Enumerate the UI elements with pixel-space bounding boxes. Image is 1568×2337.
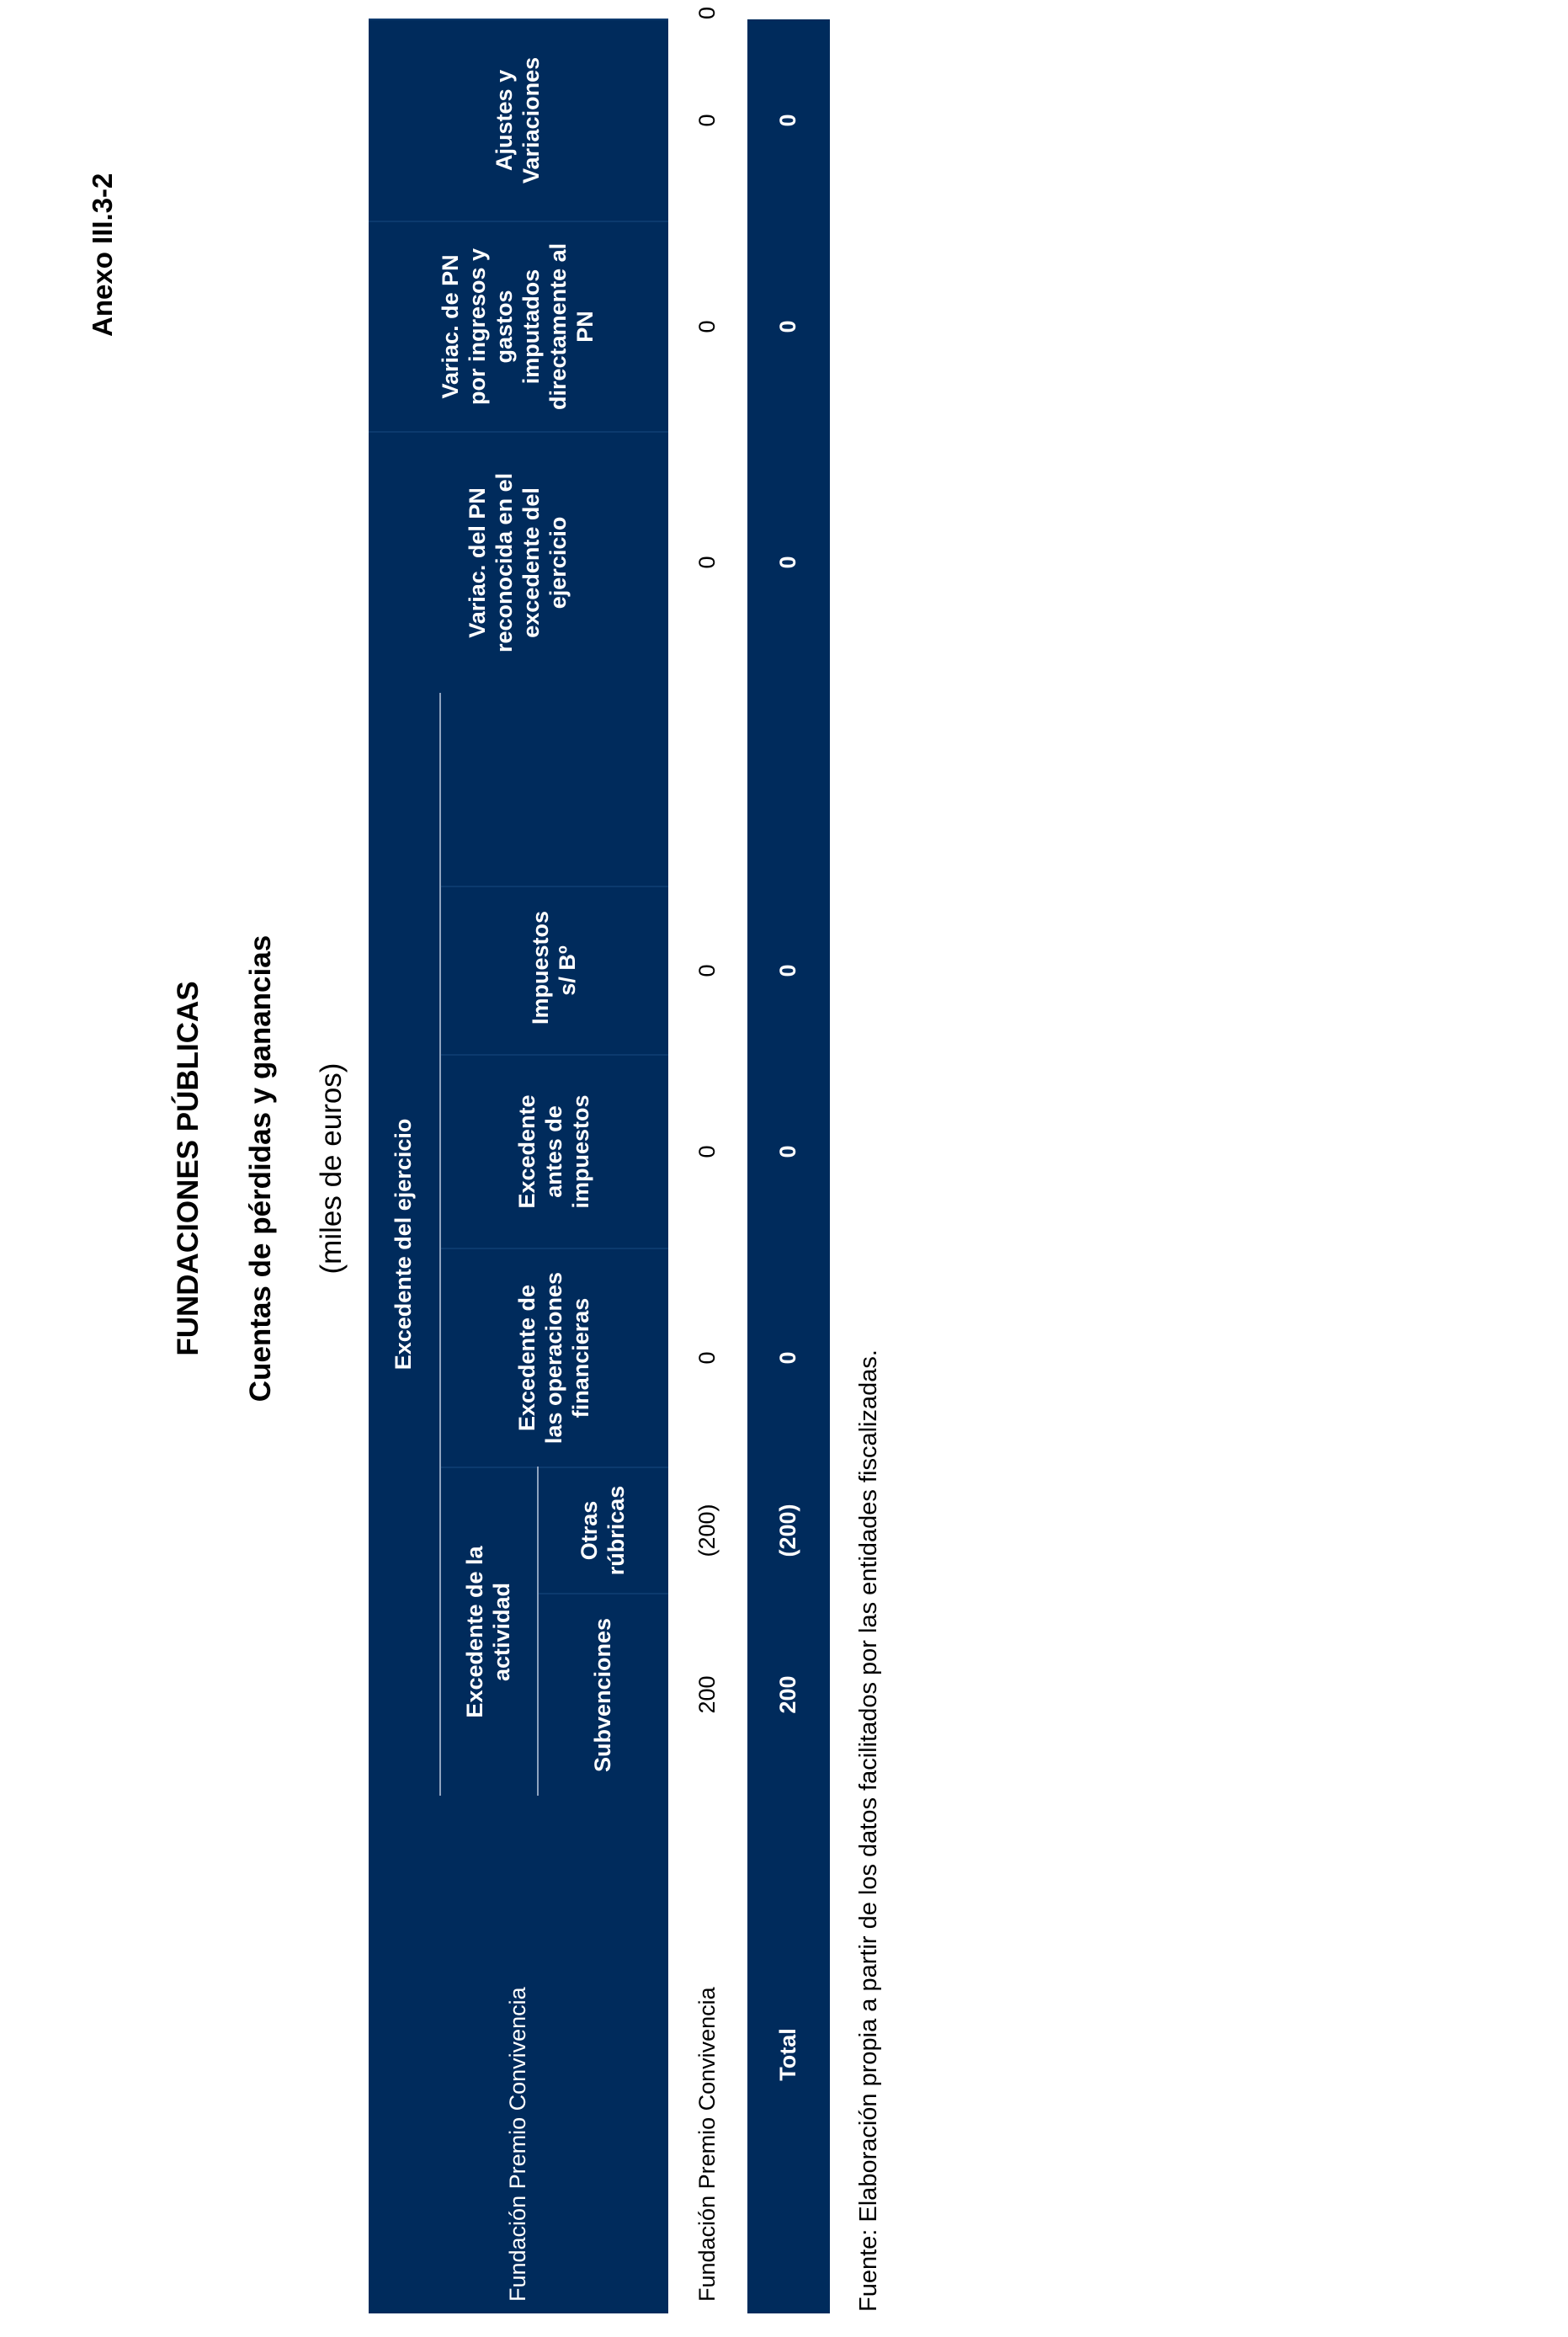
total-excedente-operaciones-financieras: 0 — [747, 1248, 830, 1467]
cell-variac-pn-excedente: 0 — [694, 556, 720, 569]
total-variac-pn-ingresos-gastos: 0 — [747, 221, 830, 432]
cell-excedente-operaciones-financieras: 0 — [694, 1351, 720, 1365]
total-row: Total 200 (200) 0 0 0 0 0 0 0 — [747, 19, 830, 2313]
units-label: (miles de euros) — [315, 1062, 348, 1275]
group-excedente-actividad: Excedente de la actividad — [440, 1467, 538, 1796]
cell-otras-rubricas: (200) — [694, 1504, 720, 1557]
col-variac-pn-ingresos-gastos: Variac. de PN por ingresos y gastos imputados directamente al PN — [369, 221, 668, 432]
source-note: Fuente: Elaboración propia a partir de los datos facilitados por las entidades fiscalizadas. — [855, 1349, 882, 2312]
cell-excedente-antes-impuestos: 0 — [694, 1145, 720, 1158]
cell-impuestos: 0 — [694, 964, 720, 977]
total-subvenciones: 200 — [747, 1594, 830, 1796]
page-title: FUNDACIONES PÚBLICAS — [172, 981, 205, 1356]
cell-spacer — [668, 693, 747, 886]
cell-variac-pn-ingresos-gastos: 0 — [694, 320, 720, 333]
total-ajustes: 0 — [747, 19, 830, 221]
col-impuestos: Impuestos s/ Bº — [440, 886, 668, 1055]
group-excedente-ejercicio: Excedente del ejercicio — [369, 693, 440, 1796]
col-otras-rubricas: Otras rúbricas — [538, 1467, 668, 1594]
total-impuestos: 0 — [747, 886, 830, 1055]
col-excedente-antes-impuestos: Excedente antes de impuestos — [440, 1055, 668, 1248]
total-otras-rubricas: (200) — [747, 1467, 830, 1594]
col-subvenciones: Subvenciones — [538, 1594, 668, 1796]
total-spacer — [747, 693, 830, 886]
header-row-1 — [369, 19, 440, 2313]
pyg-table — [369, 6, 830, 2313]
annex-label: Anexo III.3-2 — [87, 173, 118, 337]
col-spacer — [440, 693, 668, 886]
total-label: Total — [747, 1796, 830, 2313]
page-subtitle: Cuentas de pérdidas y ganancias — [244, 934, 277, 1403]
total-variac-pn-excedente: 0 — [747, 432, 830, 693]
name-header: Fundación Premio Convivencia — [369, 1796, 668, 2313]
col-variac-pn-excedente: Variac. del PN reconocida en el excedente del ejercicio — [369, 432, 668, 693]
table-row: Fundación Premio Convivencia 200 (200) 0 0 0 0 0 0 0 — [668, 19, 747, 2313]
cell-subvenciones: 200 — [694, 1675, 720, 1714]
cell-ajustes: 0 — [694, 114, 720, 127]
total-excedente-antes-impuestos: 0 — [747, 1055, 830, 1248]
col-excedente-operaciones-financieras: Excedente de las operaciones financieras — [440, 1248, 668, 1467]
row-name: Fundación Premio Convivencia — [694, 1987, 720, 2302]
col-ajustes: Ajustes y Variaciones — [369, 19, 668, 221]
